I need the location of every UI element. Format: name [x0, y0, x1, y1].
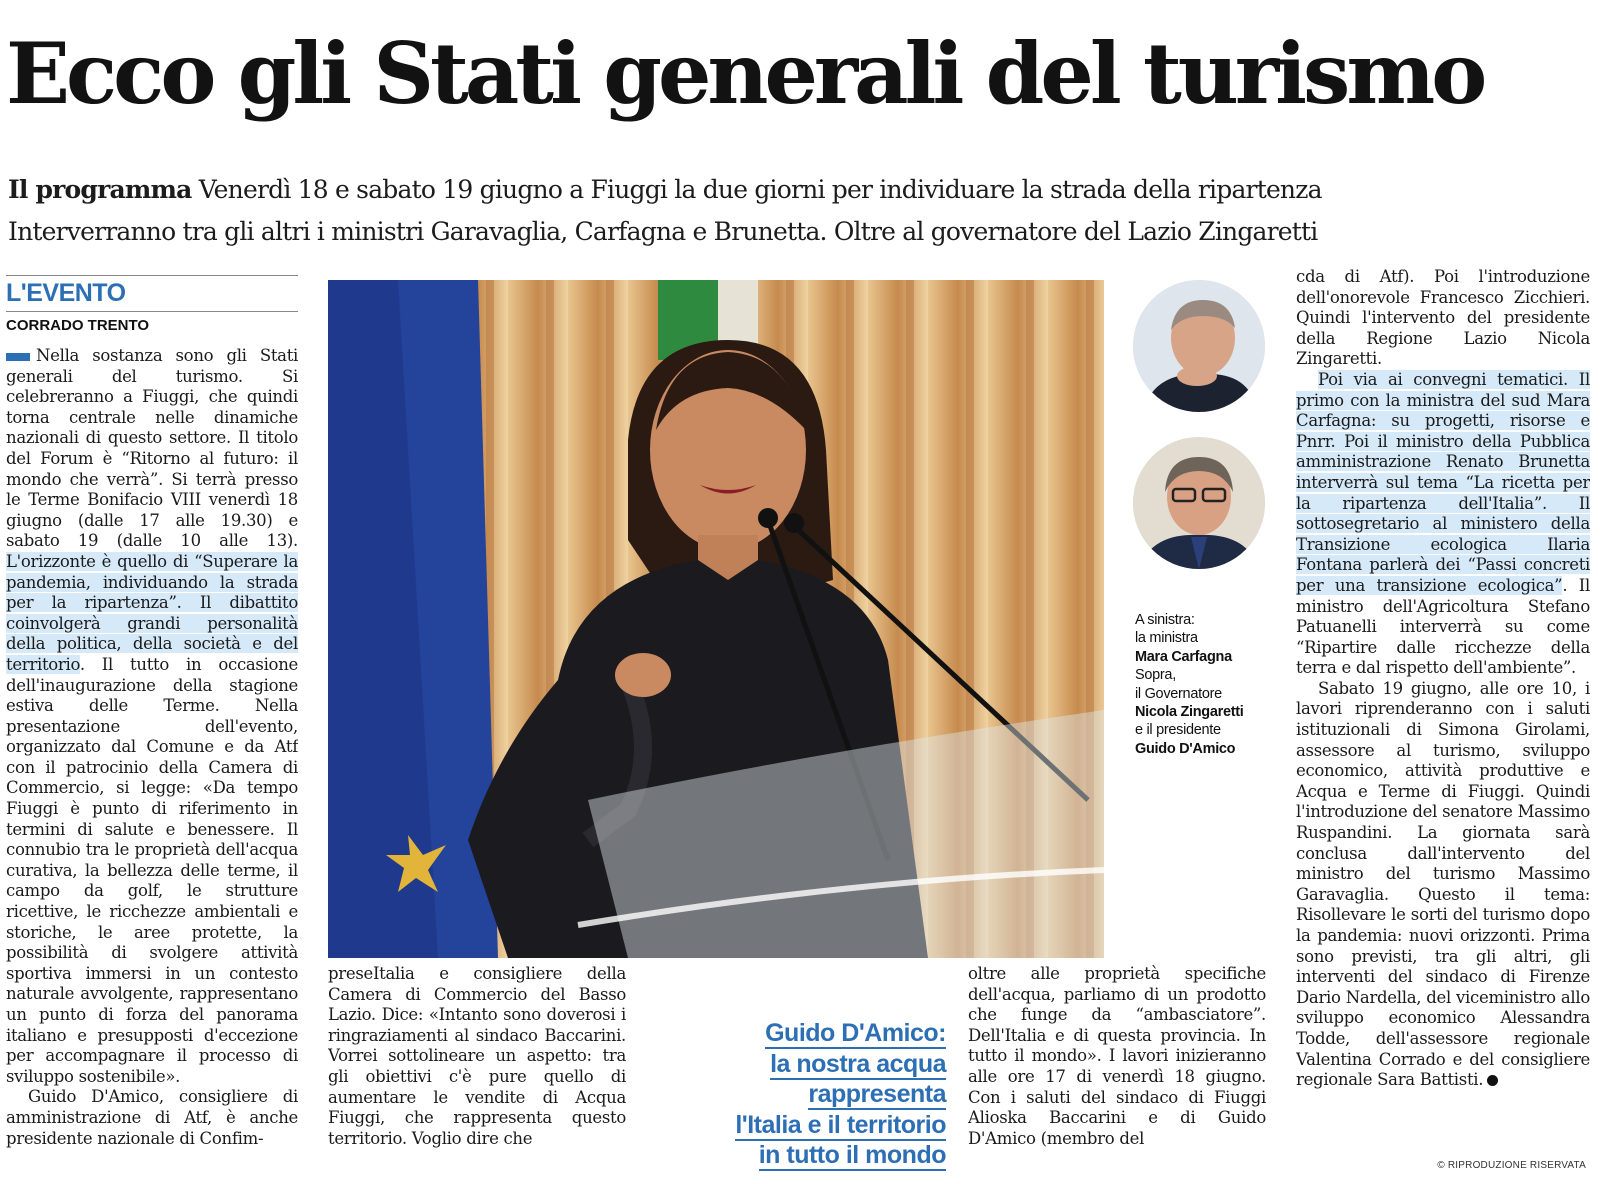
subheadline-line-2: Interverranno tra gli altri i ministri Garavaglia, Carfagna e Brunetta. Oltre al governatore del Lazio Zingaretti — [8, 217, 1318, 246]
pull-quote — [700, 1018, 946, 1171]
body-text: Nella sostanza sono gli Stati generali del turismo. Si celebreranno a Fiuggi, che quindi torna centrale nelle dinamiche nazionali di questo settore. Il titolo del Forum è “Ritorno al futuro: il mondo che verrà”. Si terrà presso le Terme Bonifacio VIII venerdì 18 giugno (dalle 17 alle 19.30) e sabato 19 (dalle 10 alle 13). — [6, 346, 298, 551]
pull-quote-line: Guido D'Amico: — [765, 1019, 946, 1047]
subheadline-label: Il programma — [8, 175, 192, 204]
paragraph: preseItalia e consigliere della Camera di Commercio del Basso Lazio. Dice: «Intanto sono doverosi i ringraziamenti al sindaco Baccarini. Vorrei sottolineare un aspetto: tra gli obiettivi c'è pure quello di aumentare le vendite di Acqua Fiuggi, che rappresenta questo territorio. Voglio dire che — [328, 964, 626, 1148]
caption-line: Sopra, — [1135, 667, 1176, 684]
paragraph — [1296, 679, 1590, 1091]
pull-quote-line: rappresenta — [808, 1080, 946, 1108]
paragraph: cda di Atf). Poi l'introduzione dell'onorevole Francesco Zicchieri. Quindi l'intervento del presidente della Regione Lazio Nicola Zingaretti. — [1296, 267, 1590, 369]
pull-quote-line: la nostra acqua — [770, 1049, 946, 1078]
subheadline-text-1: Venerdì 18 e sabato 19 giugno a Fiuggi la due giorni per individuare la strada della ripartenza — [191, 175, 1322, 204]
photo-caption — [1135, 611, 1275, 758]
caption-line: e il presidente — [1135, 722, 1221, 739]
article-column-2 — [328, 964, 626, 1174]
paragraph — [1296, 370, 1590, 679]
paragraph: Guido D'Amico, consigliere di amministrazione di Atf, è anche presidente nazionale di Confim- — [6, 1087, 298, 1148]
paragraph — [6, 346, 298, 1087]
headline: Ecco gli Stati generali del turismo — [6, 24, 1484, 123]
body-text: . Il ministro dell'Agricoltura Stefano Patuanelli interverrà su come “Ripartire dalle ricchezze della terra e dal rispetto dell'ambiente”. — [1296, 575, 1590, 678]
paragraph: oltre alle proprietà specifiche dell'acqua, parliamo di un prodotto che funge da “ambasciatore”. Dell'Italia e di questa provincia. In tutto il mondo». I lavori inizieranno alle ore 17 di venerdì 18 giugno. Con i saluti del sindaco di Fiuggi Alioska Baccarini e di Guido D'Amico (membro del — [968, 964, 1266, 1148]
rule-divider — [6, 311, 298, 312]
highlighted-text: Poi via ai convegni tematici. Il primo con la ministra del sud Mara Carfagna: su progetti, risorse e Pnrr. Poi il ministro della Pubblica amministrazione Renato Brunetta interverrà sul tema “La ricetta per la ripartenza dell'Italia”. Il sottosegretario al ministero della Transizione ecologica Ilaria Fontana parlerà dei “Passi concreti per una transizione ecologica” — [1296, 369, 1590, 595]
caption-line: la ministra — [1135, 630, 1198, 647]
main-photo — [328, 280, 1104, 958]
caption-line: il Governatore — [1135, 685, 1222, 702]
highlighted-text: L'orizzonte è quello di “Superare la pandemia, individuando la strada per la ripartenza”. Il dibattito coinvolgerà grandi personalità della politica, della società e del territorio — [6, 551, 298, 674]
pull-quote-line: l'Italia e il territorio — [735, 1110, 946, 1139]
caption-name: Nicola Zingaretti — [1135, 704, 1244, 721]
portrait-zingaretti — [1133, 280, 1265, 412]
caption-name: Guido D'Amico — [1135, 740, 1236, 757]
portrait-illustration — [1133, 437, 1265, 569]
rule-divider — [6, 275, 298, 276]
speaker-photo-illustration — [328, 280, 1104, 958]
portrait-illustration — [1133, 280, 1265, 412]
article-column-3 — [968, 964, 1266, 1174]
copyright-notice: © RIPRODUZIONE RISERVATA — [1437, 1160, 1586, 1171]
article-column-4 — [1296, 267, 1590, 1149]
article-column-1 — [6, 346, 298, 1156]
portrait-damico — [1133, 437, 1265, 569]
pull-quote-line: in tutto il mondo — [758, 1141, 946, 1169]
paragraph-marker-icon — [6, 353, 30, 361]
section-kicker: L'EVENTO — [6, 279, 126, 307]
end-mark-icon — [1487, 1075, 1498, 1086]
author-byline: CORRADO TRENTO — [6, 317, 150, 334]
caption-name: Mara Carfagna — [1135, 648, 1232, 665]
subheadline-line-1 — [8, 172, 1593, 208]
body-text: . Il tutto in occasione dell'inaugurazione della stagione estiva delle Terme. Nella presentazione dell'evento, organizzato dal Comune e da Atf con il patrocinio della Camera di Commercio, si legge: «Da tempo Fiuggi è punto di riferimento in termini di salute e benessere. Il connubio tra le proprietà dell'acqua curativa, la bellezza delle terme, il campo da golf, le strutture ricettive, le ricchezze ambientali e storiche, le aree protette, la possibilità di svolgere attività sportiva immersi in un contesto naturale avvolgente, rappresentano un punto di forza del panorama italiano e presupposti d'eccezione per accompagnare il processo di sviluppo sostenibile». — [6, 654, 298, 1086]
body-text: Sabato 19 giugno, alle ore 10, i lavori riprenderanno con i saluti istituzionali di Simona Girolami, assessore al turismo, sviluppo economico, attività produttive e Acqua e Terme di Fiuggi. Quindi l'introduzione del senatore Massimo Ruspandini. La giornata sarà conclusa dall'intervento del ministro del turismo Massimo Garavaglia. Questo il tema: Risollevare le sorti del turismo dopo la pandemia: nuovi orizzonti. Prima sono previsti, tra gli altri, gli interventi del sindaco di Firenze Dario Nardella, del viceministro allo sviluppo economico Alessandra Todde, dell'assessore regionale Valentina Corrado e del consigliere regionale Sara Battisti. — [1296, 678, 1590, 1090]
caption-line: A sinistra: — [1135, 612, 1195, 628]
